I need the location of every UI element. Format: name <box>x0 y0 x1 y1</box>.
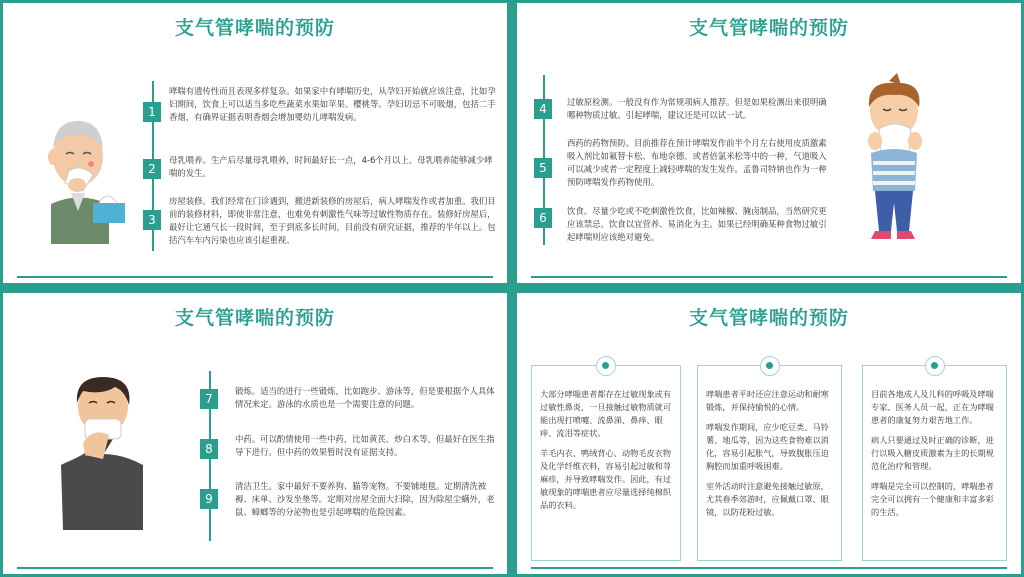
step-number-6: 6 <box>534 208 552 228</box>
card-paragraph: 羊毛内衣、鸭绒背心、动物毛皮衣物及化学纤维衣料，容易引起过敏和荨麻疹，并导致哮喘发作。因此，有过敏现象的哮喘患者应尽量选择纯棉织品的衣料。 <box>540 448 672 510</box>
card-dot-icon <box>596 356 616 376</box>
info-card-3 <box>862 365 1007 561</box>
step-number-5: 5 <box>534 158 552 178</box>
step-number-1: 1 <box>143 102 161 122</box>
step-text-2: 母乳喂养。生产后尽量母乳喂养，时间最好长一点，4-6个月以上。母乳喂养能够减少哮喘的发生。 <box>169 155 493 178</box>
panel-title: 支气管哮喘的预防 <box>174 307 335 329</box>
card-paragraph: 室外活动时注意避免接触过敏原，尤其春季郊游时，应佩戴口罩、眼镜，以防花粉过敏。 <box>706 481 829 517</box>
step-number-3: 3 <box>143 210 161 230</box>
panel-title: 支气管哮喘的预防 <box>688 17 849 39</box>
step-text-3: 房屋装修。我们经常在门诊遇到，搬进新装修的房屋后，病人哮喘发作或者加重。我们目前的装修材料，即使非常注意，也难免有刺激性气味等过敏性物质存在。装修好房屋后，最好让它通气长一段时间，至于到底多长时间，目前没有研究证据，推荐的半年以上。包括汽车车内污染也应该引起重视。 <box>169 196 496 245</box>
card-dot-icon <box>925 356 945 376</box>
panel-title: 支气管哮喘的预防 <box>174 17 335 39</box>
card-paragraph: 目前各地成人及儿科的呼吸及哮喘专家、医务人员一起，正在为哮喘患者的康复努力艰苦地工作。 <box>871 389 994 425</box>
info-card-2 <box>697 365 842 561</box>
step-text-7: 锻炼。适当的进行一些锻炼，比如跑步、游泳等，但是要根据个人具体情况来定。游泳的水质也是一个需要注意的问题。 <box>235 386 495 409</box>
card-paragraph: 病人只要通过及时正确的诊断，进行以吸入糖皮质激素为主的长期规范化治疗和管理。 <box>871 435 994 471</box>
card-paragraph: 哮喘患者平时还应注意运动和耐寒锻炼，并保持愉悦的心情。 <box>706 389 829 412</box>
card-paragraph: 大部分哮喘患者都存在过敏现象或有过敏性鼻炎，一旦接触过敏物质就可能出现打喷嚏、流鼻涕、鼻痒、眼痒、流泪等症状。 <box>540 389 672 438</box>
boy-blowing-nose-illustration <box>849 71 939 243</box>
slide-panel-4 <box>514 290 1024 577</box>
step-text-9: 清洁卫生。家中最好不要养狗、猫等宠物。不要铺地毯。定期清洗被褥、床单、沙发坐垫等。定期对房屋全面大扫除，因为除屋尘螨外，老鼠、蟑螂等的分泌物也是引起哮喘的危险因素。 <box>235 481 495 517</box>
man-coughing-illustration <box>43 365 163 530</box>
step-number-4: 4 <box>534 99 552 119</box>
divider <box>531 276 1007 278</box>
step-text-1: 哮喘有遗传性而且表现多样复杂。如果家中有哮喘历史，从孕妇开始就应该注意，比如孕妇期间，饮食上可以适当多吃些蔬菜水果如苹果、樱桃等。孕妇切忌不可吸烟，包括二手香烟，有确界证据表明香烟会增加婴幼儿哮喘发病。 <box>169 86 496 122</box>
divider <box>17 276 493 278</box>
panel-title: 支气管哮喘的预防 <box>688 307 849 329</box>
slide-panel-3 <box>0 290 510 577</box>
card-paragraph: 哮喘是完全可以控制的，哮喘患者完全可以拥有一个健康和丰富多彩的生活。 <box>871 481 994 517</box>
slide-panel-2 <box>514 0 1024 286</box>
step-text-6: 饮食。尽量少吃或不吃刺激性饮食，比如辣椒、腌卤制品，当然研究更应该禁忌。饮食以宜营养、易消化为主。如果已经明确某种食物过敏引起哮喘则应该绝对避免。 <box>567 206 827 242</box>
step-text-8: 中药。可以酌情使用一些中药，比如黄芪、炒白术等，但最好在医生指导下进行。但中药的效果暂时没有证据支持。 <box>235 434 495 457</box>
slide-panel-1 <box>0 0 510 286</box>
divider <box>531 567 1007 569</box>
divider <box>17 567 493 569</box>
step-text-5: 西药的药物预防。目前推荐在预计哮喘发作前半个月左右使用皮质激素吸入剂比如氟替卡松、布地奈德、或者倍氯米松等中的一种，气道吸入可以减少或者一定程度上减轻哮喘的发生发作。孟鲁司特钠也作为一种预防哮喘发作药物使用。 <box>567 138 827 187</box>
step-text-4: 过敏原检测。一般没有作为常规项病人推荐。但是如果检测出来很明确哪种物质过敏、引起哮喘，建议还是可以试一试。 <box>567 97 827 120</box>
step-number-8: 8 <box>200 439 218 459</box>
card-paragraph: 哮喘发作期间，应少吃豆类、马铃薯、地瓜等，因为这些食物难以消化，容易引起胀气，导致腹胀压迫胸腔而加重呼吸困难。 <box>706 422 829 471</box>
info-card-1 <box>531 365 681 561</box>
elderly-man-sneezing-illustration <box>31 99 131 244</box>
step-number-7: 7 <box>200 389 218 409</box>
step-number-9: 9 <box>200 489 218 509</box>
step-number-2: 2 <box>143 159 161 179</box>
card-dot-icon <box>760 356 780 376</box>
